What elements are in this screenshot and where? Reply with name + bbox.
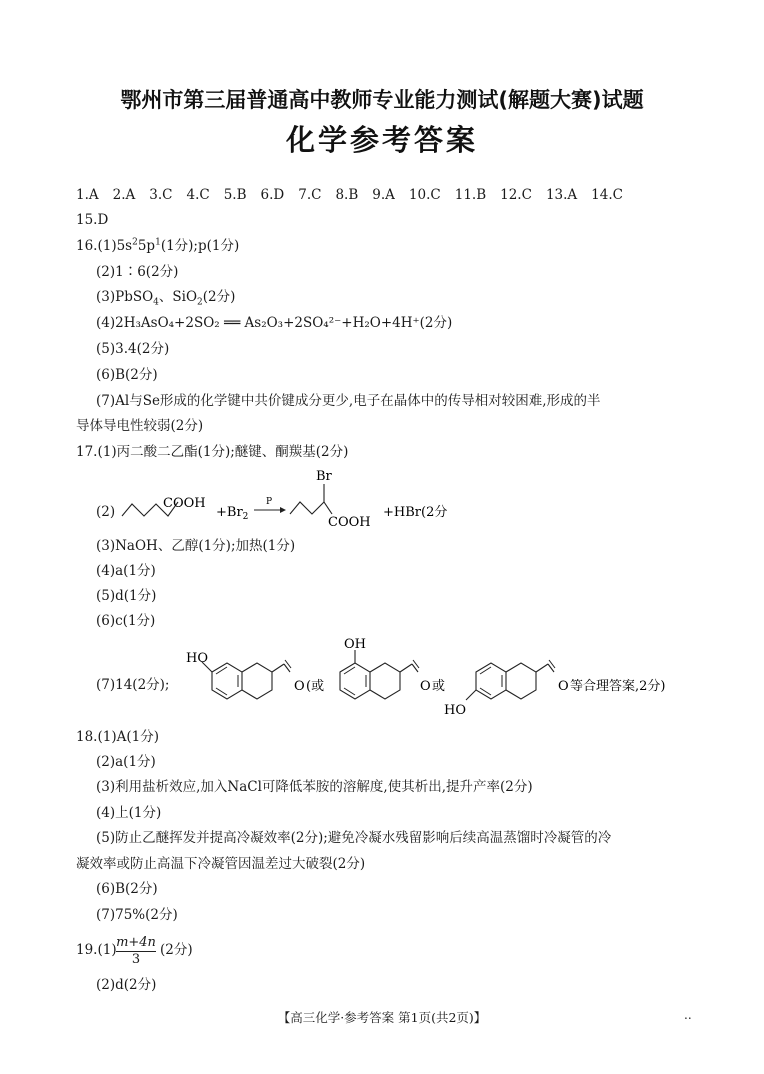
mcq-answer: 10.C	[408, 187, 441, 203]
arrow-head	[280, 507, 286, 513]
mcq-answer: 11.B	[454, 187, 487, 203]
mcq-answer: 8.B	[335, 187, 359, 203]
q19-part2: (2)d(2分)	[96, 977, 157, 993]
fraction-denominator: 3	[131, 952, 141, 967]
or-label-2: 或	[432, 679, 446, 694]
q17-part4: (4)a(1分)	[96, 563, 156, 579]
mcq-answer: 3.C	[149, 187, 173, 203]
q17-part2-label: (2)	[96, 504, 116, 520]
bromine-reagent-label: $+Br_2$	[216, 505, 249, 522]
q18-part3: (3)利用盐析效应,加入NaCl可降低苯胺的溶解度,使其析出,提升产率(2分)	[96, 779, 533, 795]
mcq-answer: 5.B	[223, 187, 247, 203]
q19-part1-label: 19.(1)	[76, 942, 117, 958]
q16-part5: (5)3.4(2分)	[96, 341, 170, 357]
q17-part1: 17.(1)丙二酸二乙酯(1分);醚键、酮羰基(2分)	[76, 444, 349, 460]
q17-part5: (5)d(1分)	[96, 588, 157, 604]
reactant-carboxyl-label: COOH	[163, 496, 206, 511]
q16-part2: (2)1∶6(2分)	[96, 264, 179, 280]
mcq-answer: 1.A	[76, 187, 99, 203]
q16-part3: (3)PbSO$_4$、SiO$_2$(2分)	[96, 289, 236, 308]
q17-reaction-scheme	[118, 462, 478, 532]
q19-fraction	[116, 935, 156, 967]
mcq-answer: 9.A	[372, 187, 395, 203]
q17-part7-label: (7)14(2分);	[96, 677, 170, 693]
svg-text:HO: HO	[186, 651, 208, 666]
q16-part4-equation: (4)2H₃AsO₄+2SO₂ ══ As₂O₃+2SO₄²⁻+H₂O+4H⁺(2分)	[96, 315, 453, 331]
q18-part7: (7)75%(2分)	[96, 907, 178, 923]
catalyst-label: P	[266, 497, 273, 507]
mcq-answer: 13.A	[545, 187, 578, 203]
mcq-answer: 6.D	[260, 187, 285, 203]
q17-part3: (3)NaOH、乙醇(1分);加热(1分)	[96, 538, 296, 554]
svg-text:O: O	[294, 679, 305, 694]
svg-text:OH: OH	[344, 637, 366, 652]
structure-2	[340, 637, 431, 699]
q17-part7-tail: 等合理答案,2分)	[570, 679, 666, 694]
q16-part7-line2: 导体导电性较弱(2分)	[76, 418, 204, 434]
q17-part7-structures	[180, 632, 700, 722]
hbr-byproduct-label: +HBr(2分	[383, 505, 448, 520]
q18-part2: (2)a(1分)	[96, 754, 156, 770]
mcq-answer: 14.C	[591, 187, 623, 203]
q16-part6: (6)B(2分)	[96, 367, 158, 383]
svg-text:O: O	[420, 679, 431, 694]
footer-mark: ..	[684, 1008, 692, 1022]
svg-text:O: O	[558, 679, 569, 694]
mcq-answers	[76, 187, 637, 203]
q16-part1: $16.(1)5s^25p^1(1$分);p(1分)	[76, 237, 240, 254]
svg-text:HO: HO	[444, 703, 466, 718]
mcq-answer: 7.C	[298, 187, 322, 203]
answer-key-heading: 化学参考答案	[285, 123, 478, 157]
mcq-answer: 4.C	[186, 187, 210, 203]
structure-3	[444, 660, 569, 718]
exam-title: 鄂州市第三届普通高中教师专业能力测试(解题大赛)试题	[120, 88, 644, 112]
q18-part1: 18.(1)A(1分)	[76, 729, 159, 745]
product-carboxyl-label: COOH	[328, 515, 371, 530]
product-bromo-label: Br	[316, 469, 332, 484]
q18-part5-line2: 凝效率或防止高温下冷凝管因温差过大破裂(2分)	[76, 856, 366, 872]
or-label-1: (或	[306, 679, 325, 694]
q15-answer: 15.D	[76, 212, 109, 228]
mcq-answer: 2.A	[112, 187, 136, 203]
q19-part1-score: (2分)	[160, 942, 193, 958]
q17-part6: (6)c(1分)	[96, 613, 156, 629]
fraction-numerator: m+4n	[116, 935, 156, 950]
structure-1	[186, 651, 305, 699]
q18-part4: (4)上(1分)	[96, 805, 162, 821]
page-footer: 【高三化学·参考答案 第1页(共2页)】	[277, 1010, 487, 1025]
mcq-answer: 12.C	[500, 187, 532, 203]
q18-part6: (6)B(2分)	[96, 881, 158, 897]
q18-part5-line1: (5)防止乙醚挥发并提高冷凝效率(2分);避免冷凝水残留影响后续高温蒸馏时冷凝管的冷	[96, 830, 612, 846]
q16-part7-line1: (7)Al与Se形成的化学键中共价键成分更少,电子在晶体中的传导相对较困难,形成的半	[96, 393, 601, 409]
